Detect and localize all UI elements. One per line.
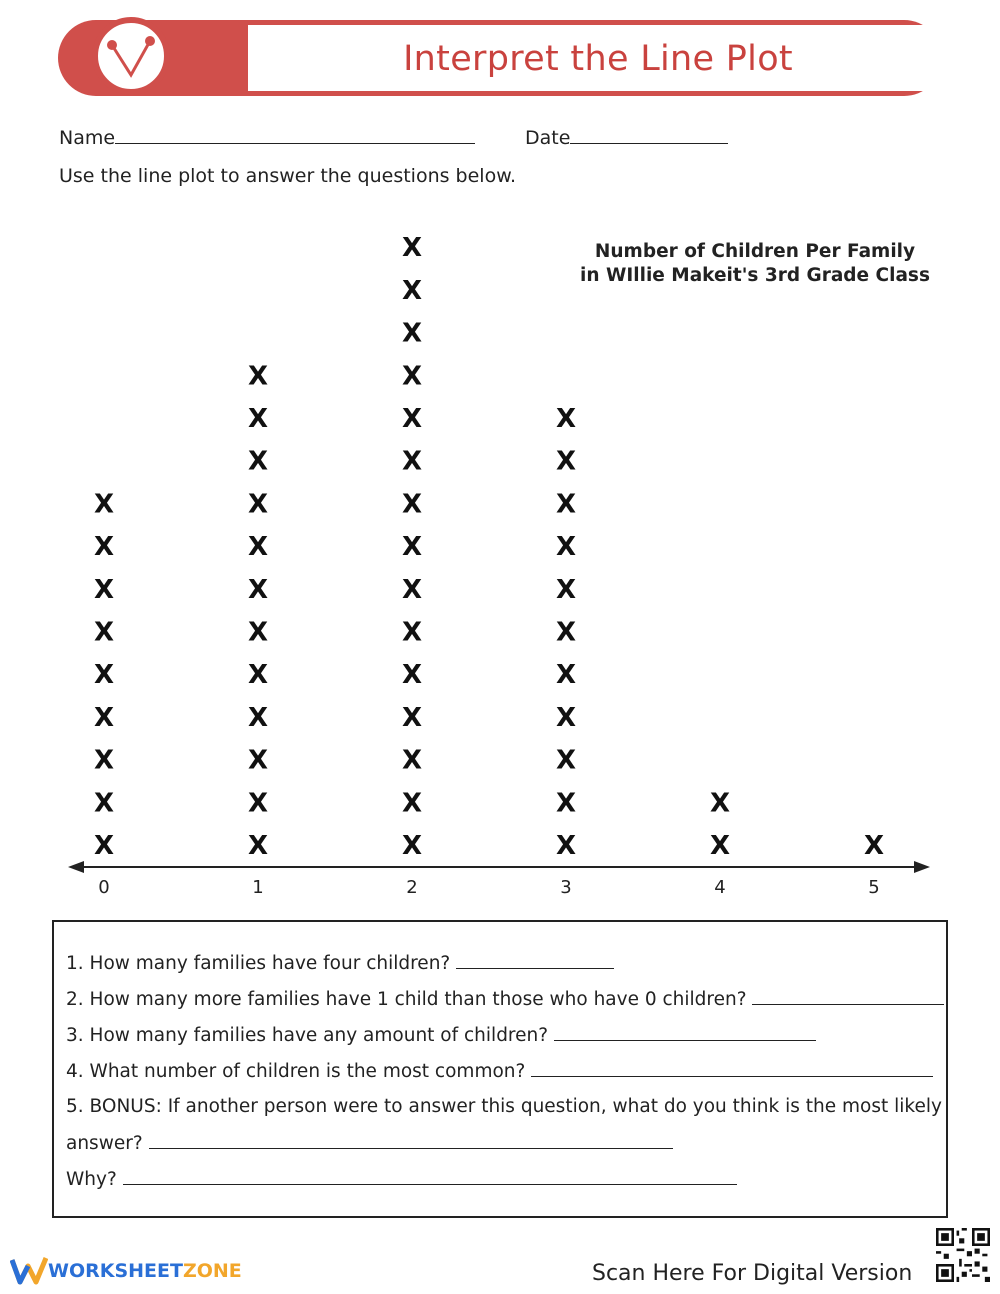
answer-4-blank[interactable]	[531, 1060, 933, 1077]
questions-box	[52, 920, 948, 1218]
plot-mark: X	[555, 489, 577, 520]
plot-mark: X	[247, 831, 269, 861]
chart-title-line2: in WIllie Makeit's 3rd Grade Class	[580, 265, 930, 286]
brand-logo[interactable]	[10, 1256, 242, 1286]
plot-mark: X	[247, 446, 269, 477]
why-blank[interactable]	[123, 1168, 737, 1185]
plot-mark: X	[863, 831, 885, 861]
plot-mark: X	[555, 788, 577, 819]
plot-mark: X	[555, 831, 577, 861]
line-plot-logo-icon	[92, 17, 170, 95]
question-2-text: 2. How many more families have 1 child than those who have 0 children?	[66, 989, 747, 1010]
plot-mark: X	[555, 745, 577, 776]
tick-label-0: 0	[98, 877, 110, 898]
plot-mark: X	[401, 660, 423, 691]
question-5	[66, 1096, 942, 1117]
plot-mark: X	[247, 361, 269, 392]
number-line	[68, 861, 930, 873]
plot-mark: X	[93, 788, 115, 819]
plot-mark: X	[247, 489, 269, 520]
tick-labels	[98, 877, 879, 898]
plot-mark: X	[401, 489, 423, 520]
plot-mark: X	[93, 745, 115, 776]
scan-text: Scan Here For Digital Version	[592, 1261, 913, 1286]
plot-mark: X	[93, 489, 115, 520]
axis-arrow-left	[68, 861, 84, 873]
tick-label-5: 5	[868, 877, 880, 898]
question-1-text: 1. How many families have four children?	[66, 953, 451, 974]
line-plot	[0, 200, 1000, 910]
plot-mark: X	[401, 617, 423, 648]
question-1	[66, 952, 614, 974]
plot-mark: X	[401, 702, 423, 733]
worksheetzone-logo-icon	[10, 1256, 48, 1286]
plot-mark: X	[555, 702, 577, 733]
question-2	[66, 988, 944, 1010]
plot-mark: X	[247, 660, 269, 691]
name-blank[interactable]	[115, 125, 475, 144]
date-label: Date	[525, 127, 571, 149]
question-5-answer-label: answer?	[66, 1133, 143, 1154]
plot-mark: X	[555, 404, 577, 434]
plot-mark: X	[93, 831, 115, 861]
plot-mark: X	[247, 745, 269, 776]
date-field[interactable]	[525, 125, 728, 149]
tick-label-1: 1	[252, 877, 264, 898]
question-5-text: 5. BONUS: If another person were to answer this question, what do you think is the most likely	[66, 1096, 942, 1117]
plot-mark: X	[709, 831, 731, 861]
plot-mark: X	[401, 574, 423, 605]
date-blank[interactable]	[570, 125, 728, 144]
question-5-answer	[66, 1132, 673, 1154]
question-3	[66, 1024, 816, 1046]
header-banner	[58, 20, 942, 96]
plot-mark: X	[401, 275, 423, 306]
plot-mark: X	[247, 617, 269, 648]
plot-mark: X	[709, 788, 731, 819]
plot-mark: X	[401, 404, 423, 434]
plot-mark: X	[401, 233, 423, 264]
name-label: Name	[59, 127, 116, 149]
plot-mark: X	[555, 660, 577, 691]
plot-mark: X	[555, 574, 577, 605]
plot-mark: X	[247, 532, 269, 563]
plot-mark: X	[93, 532, 115, 563]
tick-label-4: 4	[714, 877, 726, 898]
name-field[interactable]	[59, 125, 475, 149]
plot-mark: X	[401, 318, 423, 349]
plot-mark: X	[555, 446, 577, 477]
plot-mark: X	[401, 446, 423, 477]
page-title: Interpret the Line Plot	[403, 39, 793, 79]
tick-label-3: 3	[560, 877, 572, 898]
question-5-why	[66, 1168, 737, 1190]
plot-mark: X	[401, 745, 423, 776]
tick-label-2: 2	[406, 877, 418, 898]
plot-mark: X	[555, 617, 577, 648]
plot-marks	[94, 233, 884, 861]
plot-mark: X	[93, 660, 115, 691]
plot-mark: X	[93, 617, 115, 648]
answer-3-blank[interactable]	[554, 1024, 816, 1041]
plot-mark: X	[247, 788, 269, 819]
plot-mark: X	[93, 702, 115, 733]
brand-name-part1: WORKSHEET	[48, 1260, 183, 1282]
qr-code-icon[interactable]	[936, 1228, 990, 1282]
plot-mark: X	[555, 532, 577, 563]
title-panel	[248, 25, 948, 91]
instructions: Use the line plot to answer the questions below.	[59, 165, 517, 187]
question-3-text: 3. How many families have any amount of children?	[66, 1025, 549, 1046]
plot-mark: X	[93, 574, 115, 605]
axis-arrow-right	[914, 861, 930, 873]
plot-mark: X	[247, 702, 269, 733]
plot-mark: X	[401, 361, 423, 392]
chart-title-line1: Number of Children Per Family	[594, 241, 916, 262]
question-4	[66, 1060, 933, 1082]
brand-name-part2: ZONE	[182, 1260, 242, 1282]
question-5-why-label: Why?	[66, 1169, 117, 1190]
plot-mark: X	[247, 574, 269, 605]
plot-mark: X	[401, 532, 423, 563]
plot-mark: X	[401, 831, 423, 861]
answer-5-blank[interactable]	[149, 1132, 673, 1149]
plot-mark: X	[401, 788, 423, 819]
answer-1-blank[interactable]	[456, 952, 614, 969]
answer-2-blank[interactable]	[752, 988, 944, 1005]
question-4-text: 4. What number of children is the most common?	[66, 1061, 526, 1082]
plot-mark: X	[247, 404, 269, 434]
